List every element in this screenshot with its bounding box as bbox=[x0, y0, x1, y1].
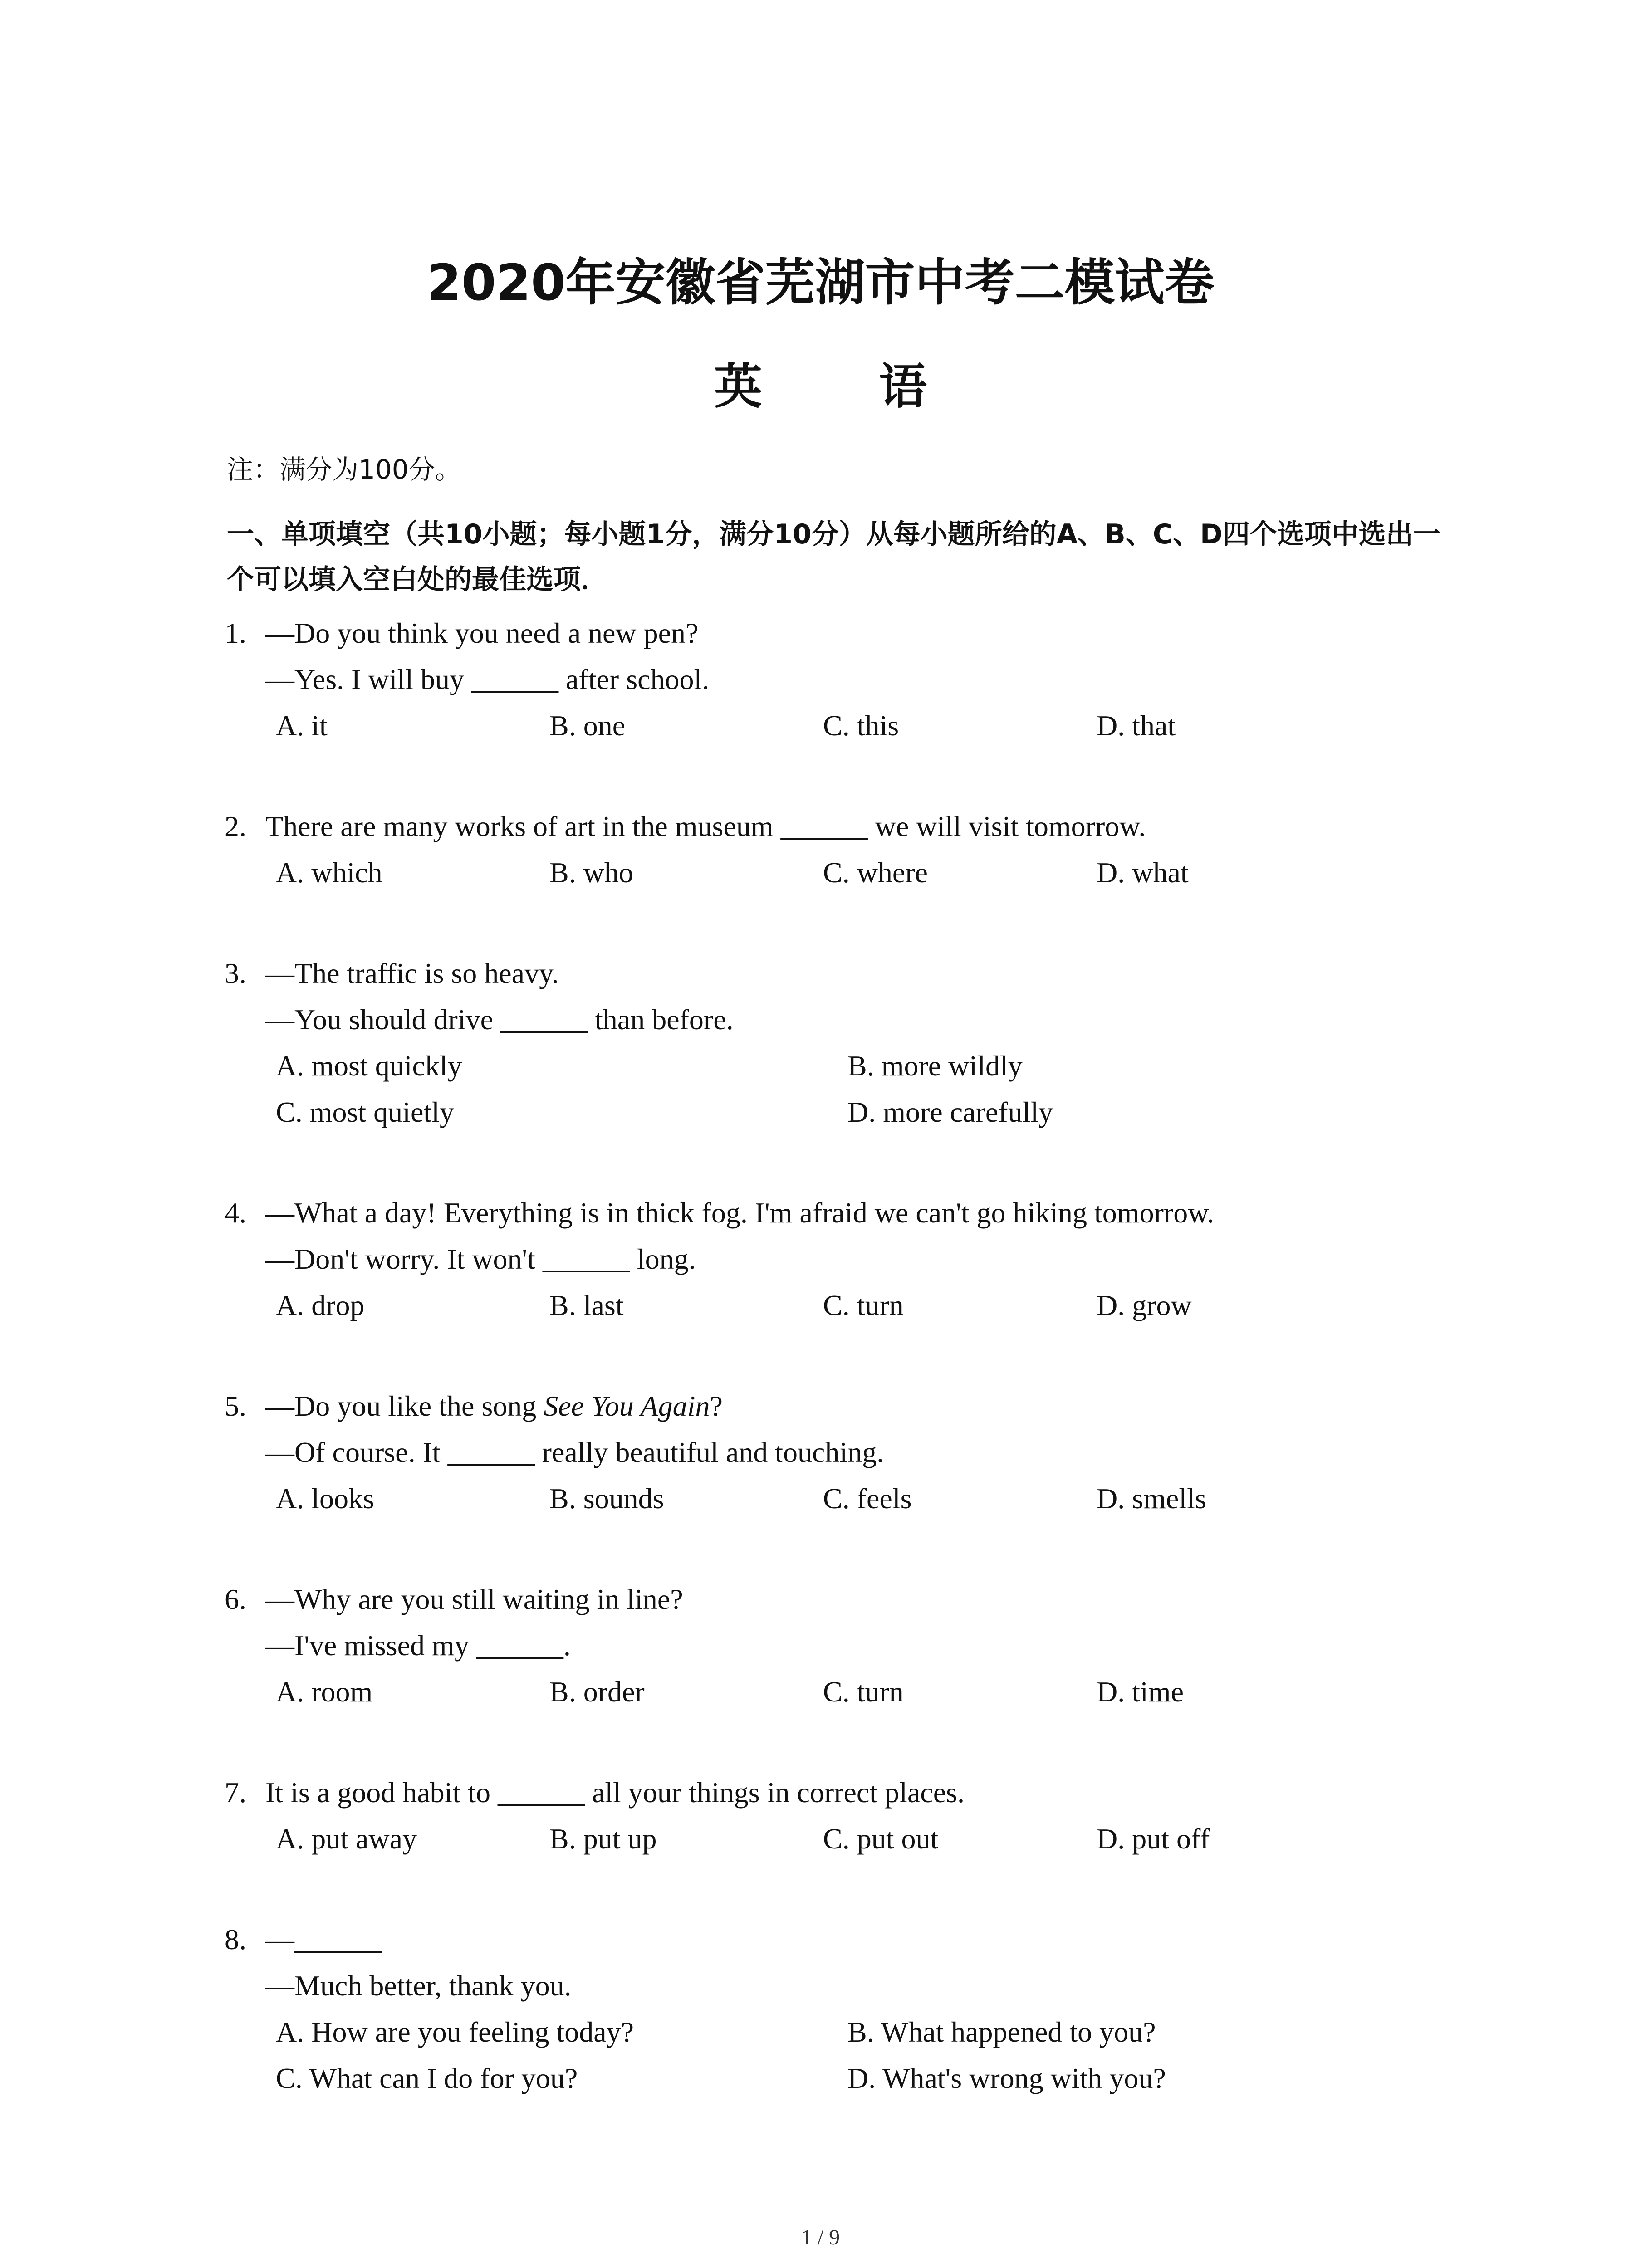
option-d: D. that bbox=[1097, 709, 1176, 742]
song-title: See You Again bbox=[544, 1390, 710, 1422]
page-number: 1 / 9 bbox=[801, 2225, 840, 2249]
option-b: B. put up bbox=[549, 1823, 657, 1855]
question-number: 1. bbox=[225, 617, 246, 649]
option-a: A. most quickly bbox=[276, 1050, 462, 1082]
question-text: There are many works of art in the museum ______ we will visit tomorrow. bbox=[265, 810, 1146, 842]
option-a: A. it bbox=[276, 709, 328, 742]
option-c: C. turn bbox=[823, 1289, 904, 1321]
question-text: —The traffic is so heavy. bbox=[265, 957, 559, 989]
question-number: 3. bbox=[225, 957, 246, 989]
option-row bbox=[225, 1669, 1450, 1715]
option-row bbox=[225, 1089, 1450, 1135]
option-d: D. more carefully bbox=[847, 1096, 1053, 1128]
option-b: B. last bbox=[549, 1289, 624, 1321]
option-c: C. where bbox=[823, 856, 928, 889]
option-d: D. smells bbox=[1097, 1482, 1206, 1515]
option-c: C. most quietly bbox=[276, 1096, 454, 1128]
option-row bbox=[225, 1282, 1450, 1329]
option-d: D. time bbox=[1097, 1676, 1184, 1708]
question-text: —What a day! Everything is in thick fog. I'm afraid we can't go hiking tomorrow. bbox=[265, 1197, 1215, 1229]
question-4 bbox=[225, 1190, 1450, 1329]
subject-title: 英 语 bbox=[714, 359, 977, 415]
option-a: A. room bbox=[276, 1676, 373, 1708]
section-heading: 一、单项填空（共10小题；每小题1分，满分10分）从每小题所给的A、B、C、D四个选项中选出一个可以填入空白处的最佳选项． bbox=[227, 518, 1440, 596]
option-d: D. put off bbox=[1097, 1823, 1210, 1855]
question-3 bbox=[225, 950, 1450, 1135]
option-a: A. put away bbox=[276, 1823, 417, 1855]
question-text: —Of course. It ______ really beautiful and touching. bbox=[265, 1436, 884, 1468]
question-text bbox=[265, 1383, 723, 1429]
option-a: A. How are you feeling today? bbox=[276, 2016, 634, 2048]
question-list bbox=[225, 610, 1450, 2102]
option-row bbox=[225, 2055, 1450, 2102]
option-c: C. this bbox=[823, 709, 899, 742]
option-b: B. What happened to you? bbox=[847, 2016, 1156, 2048]
question-text: —I've missed my ______. bbox=[265, 1629, 571, 1662]
option-c: C. put out bbox=[823, 1823, 939, 1855]
option-row bbox=[225, 1043, 1450, 1089]
question-text: —Why are you still waiting in line? bbox=[265, 1583, 683, 1615]
option-c: C. turn bbox=[823, 1676, 904, 1708]
question-text: —______ bbox=[265, 1923, 382, 1955]
option-row bbox=[225, 1816, 1450, 1862]
option-a: A. drop bbox=[276, 1289, 365, 1321]
question-text: —Yes. I will buy ______ after school. bbox=[265, 663, 710, 695]
question-6 bbox=[225, 1576, 1450, 1715]
question-1 bbox=[225, 610, 1450, 749]
question-8 bbox=[225, 1916, 1450, 2102]
question-text-part: —Do you like the song bbox=[265, 1390, 544, 1422]
question-number: 4. bbox=[225, 1197, 246, 1229]
question-text: —Don't worry. It won't ______ long. bbox=[265, 1243, 696, 1275]
option-c: C. feels bbox=[823, 1482, 912, 1515]
option-row bbox=[225, 2009, 1450, 2055]
question-number: 5. bbox=[225, 1390, 246, 1422]
question-number: 2. bbox=[225, 810, 246, 842]
question-text: It is a good habit to ______ all your things in correct places. bbox=[265, 1776, 965, 1809]
question-text: —You should drive ______ than before. bbox=[265, 1003, 734, 1036]
option-b: B. who bbox=[549, 856, 633, 889]
question-number: 8. bbox=[225, 1923, 246, 1955]
exam-title: 2020年安徽省芜湖市中考二模试卷 bbox=[426, 254, 1215, 312]
question-text: —Do you think you need a new pen? bbox=[265, 617, 699, 649]
question-5 bbox=[225, 1383, 1450, 1522]
option-b: B. order bbox=[549, 1676, 645, 1708]
question-number: 7. bbox=[225, 1776, 246, 1809]
option-b: B. one bbox=[549, 709, 626, 742]
option-row bbox=[225, 703, 1450, 749]
option-d: D. what bbox=[1097, 856, 1189, 889]
question-text-part: ? bbox=[710, 1390, 723, 1422]
option-d: D. grow bbox=[1097, 1289, 1192, 1321]
question-number: 6. bbox=[225, 1583, 246, 1615]
question-7 bbox=[225, 1769, 1450, 1862]
option-row bbox=[225, 850, 1450, 896]
score-note: 注：满分为100分。 bbox=[227, 454, 461, 485]
option-d: D. What's wrong with you? bbox=[847, 2062, 1166, 2094]
option-a: A. which bbox=[276, 856, 382, 889]
option-c: C. What can I do for you? bbox=[276, 2062, 578, 2094]
option-b: B. sounds bbox=[549, 1482, 664, 1515]
option-row bbox=[225, 1476, 1450, 1522]
question-text: —Much better, thank you. bbox=[265, 1970, 572, 2002]
option-b: B. more wildly bbox=[847, 1050, 1023, 1082]
question-2 bbox=[225, 803, 1450, 896]
option-a: A. looks bbox=[276, 1482, 374, 1515]
